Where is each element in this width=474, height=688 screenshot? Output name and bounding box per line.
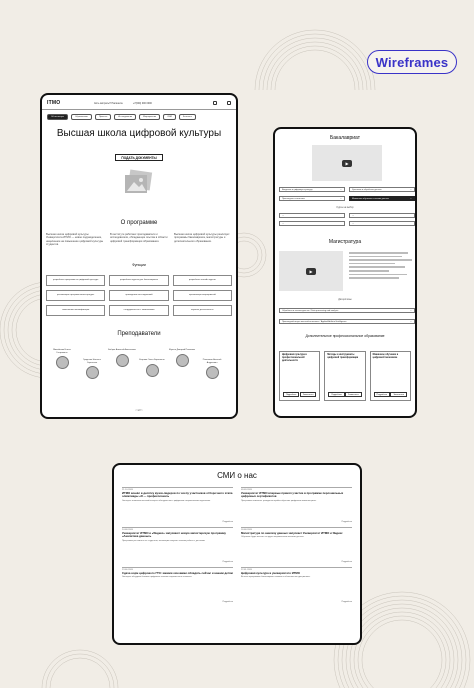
avatar bbox=[146, 364, 159, 377]
menu-icon[interactable] bbox=[227, 101, 231, 105]
education-page-wireframe bbox=[273, 127, 417, 418]
decorative-rings-bottom-left bbox=[40, 600, 120, 688]
news-headline[interactable]: Университет ИТМО и «Яндекс» запускают новую магистерскую программу «Аналитика данных» bbox=[122, 531, 226, 539]
news-excerpt: Программа позволяет гражданам пройти обучение цифровым компетенциям. bbox=[241, 499, 317, 502]
news-item[interactable] bbox=[241, 487, 352, 524]
news-excerpt: Во всех программах бакалавриата появится обязательная дисциплина. bbox=[241, 576, 311, 579]
teachers-pager[interactable]: < 1/2 > bbox=[135, 410, 143, 412]
teacher-card[interactable] bbox=[108, 349, 136, 367]
submit-documents-button[interactable]: ПОДАТЬ ДОКУМЕНТЫ bbox=[115, 154, 163, 161]
chevron-down-icon: ⌄ bbox=[282, 214, 285, 217]
top-nav bbox=[47, 100, 231, 106]
play-icon[interactable]: ▶ bbox=[342, 160, 352, 167]
function-item: разработка онлайн курсов bbox=[173, 275, 232, 286]
wireframes-badge: Wireframes bbox=[367, 50, 457, 74]
tab-contacts[interactable]: Контакты bbox=[179, 114, 196, 120]
news-more-link[interactable]: Подробнее bbox=[222, 521, 233, 523]
function-item: организация мероприятий bbox=[173, 290, 232, 301]
dpo-card-title: Машинное обучение в цифровой экономике bbox=[372, 354, 399, 359]
avatar bbox=[176, 354, 189, 367]
chevron-down-icon: ⌄ bbox=[352, 222, 355, 225]
teacher-card[interactable] bbox=[198, 359, 226, 379]
function-item: повышение квалификации bbox=[46, 305, 105, 316]
dpo-card[interactable] bbox=[279, 351, 320, 401]
master-description bbox=[349, 252, 415, 281]
teacher-card[interactable] bbox=[138, 359, 166, 377]
dpo-card-title: Цифровая культура в профессиональной деятельности bbox=[282, 354, 307, 362]
dpo-title: Дополнительное профессиональное образование bbox=[305, 334, 385, 338]
function-item: сотрудничество с компаниями bbox=[109, 305, 168, 316]
dropdown-label: Прикладная статистика bbox=[282, 197, 305, 200]
enroll-button[interactable]: Записаться bbox=[300, 392, 317, 397]
avatar bbox=[86, 366, 99, 379]
chevron-down-icon: ⌄ bbox=[352, 214, 355, 217]
nav-phone-link[interactable]: +7(000) 000 0000 bbox=[132, 101, 152, 105]
news-more-link[interactable]: Подробнее bbox=[341, 561, 352, 563]
bachelor-title: Бакалавриат bbox=[329, 135, 361, 141]
chevron-down-icon: ⌄ bbox=[409, 188, 412, 191]
page-title: Высшая школа цифровой культуры bbox=[56, 128, 222, 139]
functions-grid bbox=[46, 275, 232, 316]
details-button[interactable]: Подробнее bbox=[328, 392, 344, 397]
news-date: 09.09.2020 bbox=[241, 489, 252, 491]
bachelor-dropdown[interactable] bbox=[279, 187, 345, 192]
enroll-button[interactable]: Записаться bbox=[345, 392, 362, 397]
chevron-down-icon: ⌄ bbox=[409, 197, 412, 200]
master-title: Магистратура bbox=[328, 239, 362, 245]
dropdown-label: Введение в цифровую культуру bbox=[282, 188, 313, 191]
news-headline[interactable]: Цифровая культура в университете ИТМО bbox=[241, 571, 300, 575]
teacher-name: Михайлова Елена Георгиевна bbox=[53, 349, 71, 354]
decorative-rings-mid bbox=[236, 230, 276, 280]
dropdown-label: Обработка и анализ данных / Data processing and analysis bbox=[282, 309, 339, 312]
news-more-link[interactable]: Подробнее bbox=[222, 601, 233, 603]
function-item: проведение исследований bbox=[109, 290, 168, 301]
elective-dropdown[interactable] bbox=[349, 221, 415, 226]
news-item[interactable] bbox=[122, 487, 233, 524]
section-tabs bbox=[47, 114, 231, 120]
dpo-cards bbox=[279, 351, 411, 401]
chevron-down-icon: ⌄ bbox=[409, 309, 412, 312]
news-item[interactable] bbox=[241, 567, 352, 604]
chevron-down-icon: ⌄ bbox=[282, 222, 285, 225]
teachers-title: Преподаватели bbox=[117, 331, 161, 337]
teacher-card[interactable] bbox=[48, 349, 76, 369]
bachelor-video[interactable] bbox=[312, 145, 382, 181]
search-icon[interactable] bbox=[213, 101, 217, 105]
elective-dropdown[interactable] bbox=[349, 213, 415, 218]
avatar bbox=[206, 366, 219, 379]
smi-page-wireframe bbox=[112, 463, 362, 645]
dpo-card[interactable] bbox=[370, 351, 411, 401]
details-button[interactable]: Подробнее bbox=[374, 392, 390, 397]
bachelor-dropdown[interactable] bbox=[279, 196, 345, 201]
enroll-button[interactable]: Записаться bbox=[390, 392, 407, 397]
dpo-card[interactable] bbox=[324, 351, 365, 401]
dropdown-label: Хранение и обработка данных bbox=[352, 188, 382, 191]
tab-research[interactable]: Исследования bbox=[114, 114, 136, 120]
about-columns bbox=[46, 233, 232, 246]
details-button[interactable]: Подробнее bbox=[283, 392, 299, 397]
elective-dropdown[interactable] bbox=[279, 221, 345, 226]
tab-events[interactable]: Мероприятия bbox=[139, 114, 160, 120]
news-date: 24.08.2020 bbox=[122, 529, 133, 531]
avatar bbox=[56, 356, 69, 369]
avatar bbox=[116, 354, 129, 367]
about-text-2: В институте работают преподаватели и исследователи, обладающие опытом в области цифровой трансформации образования. bbox=[110, 233, 168, 243]
news-excerpt: Программа рассчитана на студентов, желающих получить навыки работы с данными. bbox=[122, 539, 206, 542]
decorative-rings-top bbox=[250, 20, 380, 90]
news-headline[interactable]: ИТМО вошёл в десятку вузов-лидеров по числу участников отборочного этапа олимпиады «Я — профессионал» bbox=[122, 491, 233, 499]
news-date: 18.08.2020 bbox=[241, 529, 252, 531]
teacher-name: Плешаков Алексей Андреевич bbox=[202, 359, 222, 364]
news-excerpt: Эксперты отметили высокий интерес абитуриентов к цифровым направлениям подготовки. bbox=[122, 499, 211, 502]
news-more-link[interactable]: Подробнее bbox=[341, 601, 352, 603]
news-item[interactable] bbox=[241, 527, 352, 564]
courses-label: Курсы на выбор bbox=[336, 207, 354, 209]
news-item[interactable] bbox=[122, 527, 233, 564]
main-page-wireframe bbox=[40, 93, 238, 419]
news-date: 22.01.2020 bbox=[241, 569, 252, 571]
master-dropdown[interactable] bbox=[279, 319, 415, 324]
teacher-name: Егорова Ольга Борисовна bbox=[139, 359, 165, 361]
tab-about[interactable]: Об институте bbox=[47, 114, 68, 120]
teacher-card[interactable] bbox=[168, 349, 196, 367]
tab-smi[interactable]: СМИ bbox=[163, 114, 176, 120]
tab-education[interactable]: Образование bbox=[71, 114, 92, 120]
nav-divider bbox=[42, 109, 236, 110]
teacher-name: Шульга Дмитрий Павлович bbox=[168, 349, 196, 351]
disciplines-label: Дисциплины bbox=[338, 299, 352, 301]
function-item: реализация программ магистратуры bbox=[46, 290, 105, 301]
chevron-down-icon: ⌄ bbox=[339, 188, 342, 191]
about-text-3: Высшая школа цифровой культуры реализует программы бакалавриата, магистратуры и дополнительного образования. bbox=[174, 233, 230, 243]
news-date: 21.10.2020 bbox=[122, 489, 133, 491]
teacher-name: Бобцов Алексей Алексеевич bbox=[108, 349, 136, 351]
master-video[interactable] bbox=[279, 251, 343, 291]
function-item: научная деятельность bbox=[173, 305, 232, 316]
news-item[interactable] bbox=[122, 567, 233, 604]
chevron-down-icon: ⌄ bbox=[339, 197, 342, 200]
elective-dropdown[interactable] bbox=[279, 213, 345, 218]
news-headline[interactable]: Магистратура по анализу данных запускает Университет ИТМО и Яндекс bbox=[241, 531, 343, 535]
news-headline[interactable]: Университет ИТМО впервые принял участие в программе персональных цифровых сертификатов bbox=[241, 491, 344, 499]
function-item: разработка курсов для бакалавриата bbox=[109, 275, 168, 286]
dropdown-label: Машинное обучение и анализ данных bbox=[352, 197, 389, 200]
dpo-card-title: Методы и инструменты цифровой трансформации bbox=[327, 354, 359, 359]
smi-title: СМИ о нас bbox=[217, 471, 257, 480]
news-more-link[interactable]: Подробнее bbox=[222, 561, 233, 563]
about-title: О программе bbox=[120, 220, 158, 226]
chevron-down-icon: ⌄ bbox=[409, 320, 412, 323]
news-excerpt: Эксперты обсудили базовые цифровые навыки современного человека. bbox=[122, 576, 193, 579]
news-more-link[interactable]: Подробнее bbox=[341, 521, 352, 523]
news-date: 23.06.2020 bbox=[122, 569, 133, 571]
teacher-name: Гриднева Наталья Сергеевна bbox=[83, 359, 101, 364]
function-item: разработка программ по цифровой культуре bbox=[46, 275, 105, 286]
nav-question-link[interactable]: Есть вопросы? Напишите bbox=[94, 101, 123, 105]
bachelor-dropdown[interactable] bbox=[349, 187, 415, 192]
image-icon bbox=[121, 167, 157, 197]
teachers-list bbox=[48, 349, 230, 409]
hero-image-placeholder bbox=[121, 167, 157, 197]
play-icon[interactable]: ▶ bbox=[306, 268, 316, 275]
news-headline[interactable]: Сдача норм цифрового ГТО: какими основами обладать сейчас и нашим детям bbox=[122, 571, 233, 575]
teacher-card[interactable] bbox=[78, 359, 106, 379]
bachelor-dropdown[interactable] bbox=[349, 196, 415, 201]
tab-projects[interactable]: Проекты bbox=[95, 114, 111, 120]
master-dropdown[interactable] bbox=[279, 308, 415, 313]
news-excerpt: Обучение будет вестись по двум направлениям анализа данных. bbox=[241, 536, 305, 539]
dropdown-label: Прикладной искусственный интеллект / Applied Artificial Intelligence bbox=[282, 320, 347, 323]
news-grid bbox=[122, 487, 352, 604]
functions-title: Функции bbox=[132, 263, 146, 267]
itmo-logo[interactable]: ITMO bbox=[47, 100, 61, 106]
about-text-1: Высшая школа цифровой культуры Университета ИТМО — новое подразделение, нацеленное на повышение цифровой культуры студентов. bbox=[46, 233, 104, 246]
